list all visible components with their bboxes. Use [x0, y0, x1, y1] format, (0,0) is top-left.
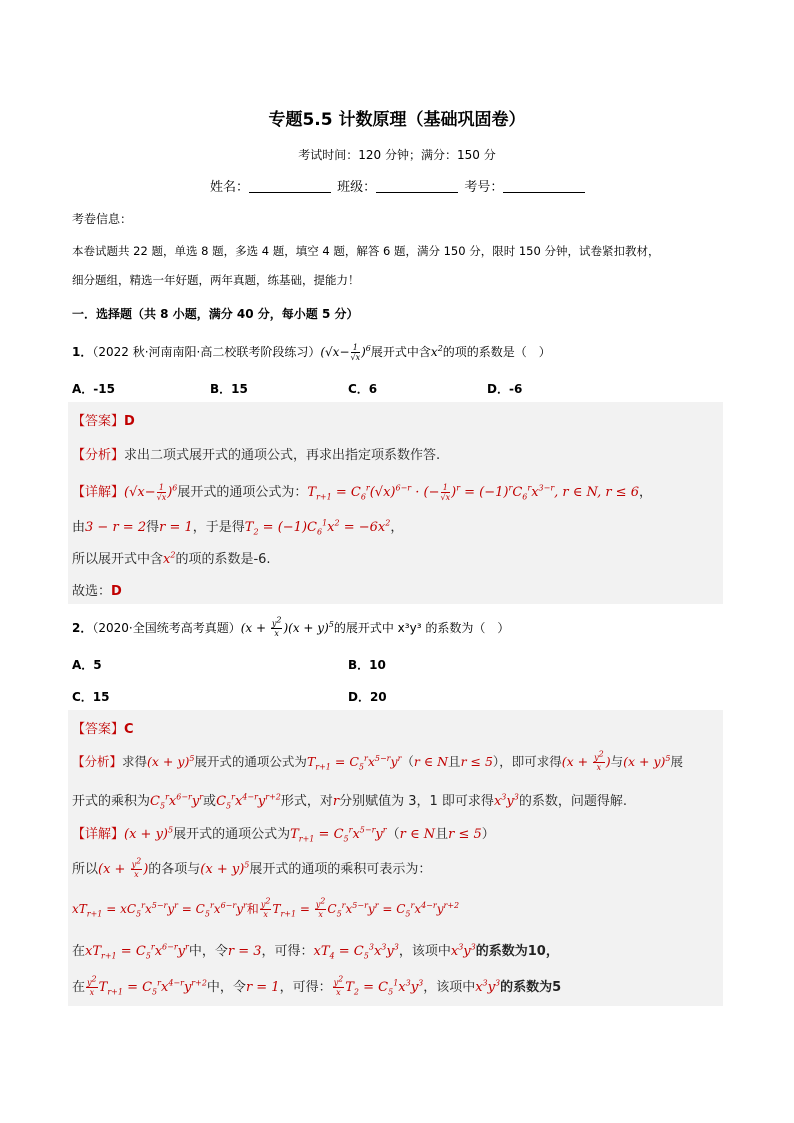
q2-option-d[interactable]: D．20 — [348, 690, 387, 704]
q1-solution-box — [68, 402, 723, 604]
q1-option-c[interactable]: C．6 — [348, 382, 378, 396]
q2-detail-line-4: 在$xT_{r+1} = C_5^rx^{6-r}y^r$中，令r = 3，可得：$xT_4 = C_5^3x^3y^3$，该项中$x^3y^3$的系数为10， — [72, 942, 559, 961]
q1-option-b[interactable]: B．15 — [210, 382, 248, 396]
q2-option-c[interactable]: C．15 — [72, 690, 110, 704]
q2-option-a[interactable]: A．5 — [72, 658, 102, 672]
q1-source: （2022 秋·河南南阳·高二校联考阶段练习） — [92, 345, 321, 359]
q2-answer-line: 【答案】C — [72, 722, 134, 737]
q2-detail-line-3: $xT_{r+1} = xC_5^rx^{5-r}y^r = C_5^rx^{6-r}y^r$和 $\frac{y^2}{x}$ $T_{r+1}$ = $\frac{y^2}{x}$ $C_5^rx^{5-r}y^r = C_5^rx^{4-r}y^{r+2}$ — [72, 896, 460, 919]
info-heading: 考卷信息： — [72, 212, 133, 226]
exam-info: 考试时间：120 分钟；满分：150 分 — [298, 148, 496, 162]
q2-number: 2． — [72, 621, 93, 635]
q2-detail-line-2: 所以(x + $\frac{y^2}{x}$ )的各项与$(x + y)^5$展开式的通项的乘积可表示为： — [72, 856, 432, 879]
section-heading: 一．选择题（共 8 小题，满分 40 分，每小题 5 分） — [72, 307, 359, 321]
number-blank[interactable] — [503, 179, 585, 193]
number-label: 考号： — [464, 180, 504, 195]
info-line-2: 细分题组，精选一年好题，两年真题，练基础，提能力！ — [72, 273, 360, 287]
q2-option-b[interactable]: B．10 — [348, 658, 386, 672]
q2-analysis-line-2: 开式的乘积为$C_5^rx^{6-r}y^r$或$C_5^rx^{4-r}y^{r+2}$形式，对r分别赋值为 3，1 即可求得$x^3y^3$的系数，问题得解. — [72, 792, 627, 811]
q2-analysis-line: 【分析】求得$(x + y)^5$展开式的通项公式为$T_{r+1} = C_5^rx^{5-r}y^r(r$ ∈ N且r ≤ 5），即可求得(x + $\frac{y^2}{x}$ )与$(x + y)^5$展 — [72, 749, 683, 772]
question-1: 1．（2022 秋·河南南阳·高二校联考阶段练习）(√x− $\frac{1}{√x}$ )$^6$展开式中含$x^2$的项的系数是（ ） — [72, 343, 551, 362]
q2-detail-line-5: 在 $\frac{y^2}{x}$ $T_{r+1} = C_5^rx^{4-r}y^{r+2}$中，令r = 1，可得： $\frac{y^2}{x}$ $T_2 = C_5^1x^3y^3$，该项中$x^3y^3$的系数为5 — [72, 974, 562, 997]
q2-source: （2020·全国统考高考真题） — [92, 621, 241, 635]
name-label: 姓名： — [210, 180, 250, 195]
q1-answer-line: 【答案】D — [72, 414, 135, 429]
q1-choose-line: 故选：D — [72, 584, 122, 599]
info-line-1: 本卷试题共 22 题，单选 8 题，多选 4 题，填空 4 题，解答 6 题，满分 150 分，限时 150 分钟，试卷紧扣教材， — [72, 244, 660, 258]
q1-option-d[interactable]: D．-6 — [487, 382, 523, 396]
q2-detail-line: 【详解】$(x + y)^5$展开式的通项公式为$T_{r+1} = C_5^rx^{5-r}y^r(r$ ∈ N且r ≤ 5） — [72, 825, 495, 844]
page-title: 专题5.5 计数原理（基础巩固卷） — [268, 110, 526, 130]
q1-detail-line: 【详解】(√x− $\frac{1}{√x}$ )$^6$展开式的通项公式为：$T_{r+1} = C_6^r(√x)^{6-r}$ · (− $\frac{1}{√x}$ )$^r = (-1)^rC_6^rx^{3-r}$, r ∈ N, r ≤ 6， — [72, 483, 652, 502]
q1-detail-line-3: 所以展开式中含$x^2$的项的系数是-6. — [72, 550, 271, 567]
name-row — [210, 176, 587, 195]
q1-expression: (√x− $\frac{1}{√x}$ )$^6$ — [320, 343, 371, 362]
q1-detail-line-2: 由3 − r = 2得r = 1，于是得$T_2 = (-1)C_6^1x^2 = -6x^2$， — [72, 518, 404, 537]
class-label: 班级： — [337, 180, 377, 195]
q1-number: 1． — [72, 345, 93, 359]
name-blank[interactable] — [249, 179, 331, 193]
q1-option-a[interactable]: A．-15 — [72, 382, 115, 396]
q1-analysis-line: 【分析】求出二项式展开式的通项公式，再求出指定项系数作答. — [72, 448, 441, 463]
question-2: 2．（2020·全国统考高考真题）(x + $\frac{y^2}{x}$ )$(x + y)^5$的展开式中 x³y³ 的系数为（ ） — [72, 615, 510, 638]
class-blank[interactable] — [376, 179, 458, 193]
q2-expression: (x + $\frac{y^2}{x}$ )$(x + y)^5$ — [240, 615, 334, 638]
